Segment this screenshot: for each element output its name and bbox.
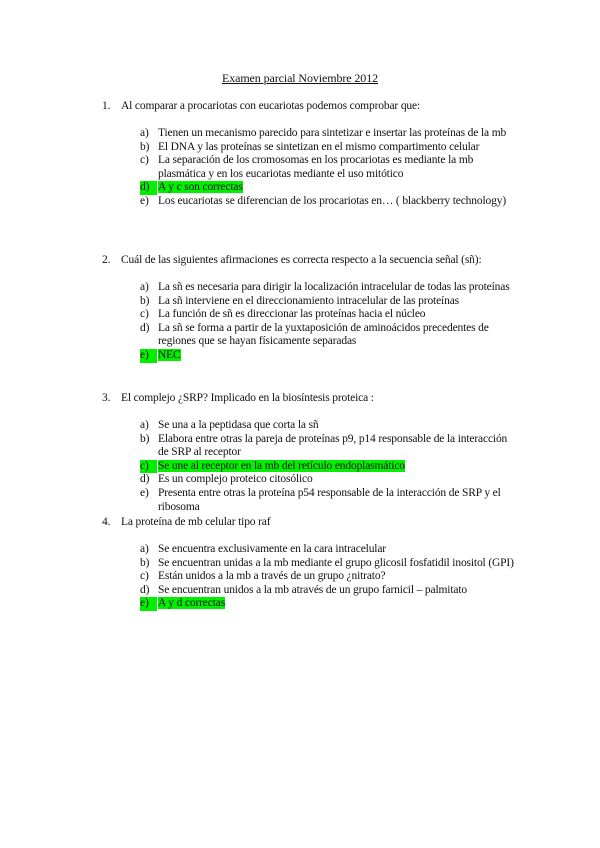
option-e-correct: [140, 597, 520, 611]
option-c-correct: [140, 460, 520, 474]
question-number: 3.: [102, 392, 111, 404]
option-text: Es un complejo proteico citosólico: [158, 473, 313, 486]
option-c: [140, 308, 520, 322]
option-text: El DNA y las proteínas se sintetizan en el mismo compartimento celular: [158, 140, 480, 153]
option-text: La sñ es necesaria para dirigir la localización intracelular de todas las proteínas: [158, 281, 510, 293]
exam-title: Examen parcial Noviembre 2012: [221, 71, 379, 85]
option-a: [140, 281, 520, 295]
option-d: [140, 584, 520, 598]
option-a: [140, 127, 520, 141]
option-text: Están unidos a la mb a través de un grupo ¿nitrato?: [158, 570, 386, 583]
option-text: Se encuentran unidos a la mb através de un grupo farnicil – palmitato: [158, 583, 467, 596]
option-text: NEC: [158, 348, 181, 361]
option-letter: a): [140, 281, 149, 293]
option-letter: c): [140, 154, 149, 167]
question-text: Al comparar a procariotas con eucariotas podemos comprobar que:: [121, 100, 421, 112]
option-b: [140, 295, 520, 309]
option-letter: d): [140, 321, 150, 334]
option-text: La separación de los cromosomas en los procariotas es mediante la mb plasmática y en los eucariotas mediante el uso mitótico: [158, 154, 474, 180]
option-text: Se una a la peptidasa que corta la sñ: [158, 419, 319, 431]
option-b: [140, 141, 520, 155]
option-letter: a): [140, 419, 149, 431]
question-text: Cuál de las siguientes afirmaciones es correcta respecto a la secuencia señal (sñ):: [121, 254, 482, 266]
question-4: [104, 515, 524, 529]
option-letter: a): [140, 543, 149, 555]
option-text: Los eucariotas se diferencian de los procariotas en… ( blackberry technology): [158, 194, 506, 207]
option-e: [140, 195, 520, 209]
question-text: La proteína de mb celular tipo raf: [121, 516, 271, 528]
option-letter: b): [140, 432, 150, 445]
option-letter: b): [140, 556, 150, 569]
option-letter: c): [140, 570, 149, 583]
question-4-options: [140, 543, 520, 611]
option-letter: e): [140, 349, 157, 363]
option-letter: e): [140, 486, 149, 499]
option-text: La sñ interviene en el direccionamiento intracelular de las proteínas: [158, 294, 459, 307]
question-1: [104, 99, 524, 113]
option-b: [140, 557, 520, 571]
option-letter: c): [140, 308, 149, 321]
option-a: [140, 543, 520, 557]
option-text: Se encuentran unidas a la mb mediante el grupo glicosil fosfatidil inositol (GPI): [158, 556, 514, 569]
option-letter: a): [140, 127, 149, 139]
option-text: Elabora entre otras la pareja de proteínas p9, p14 responsable de la interacción de SRP al receptor: [158, 432, 508, 459]
option-letter: d): [140, 473, 150, 486]
option-text: La función de sñ es direccionar las proteínas hacia el núcleo: [158, 308, 426, 321]
option-letter: d): [140, 181, 157, 195]
option-a: [140, 419, 520, 433]
question-number: 4.: [102, 516, 111, 528]
option-e-correct: [140, 349, 520, 363]
option-text: Tienen un mecanismo parecido para sintetizar e insertar las proteínas de la mb: [158, 127, 507, 139]
question-number: 1.: [102, 100, 111, 112]
question-1-options: [140, 127, 520, 209]
option-d-correct: [140, 181, 520, 195]
option-e: [140, 487, 520, 514]
option-letter: d): [140, 583, 150, 596]
question-2-options: [140, 281, 520, 363]
option-c: [140, 154, 520, 181]
option-text: Se une al receptor en la mb del retículo endoplasmático: [158, 459, 405, 472]
option-c: [140, 570, 520, 584]
option-text: A y c son correctas: [158, 181, 243, 194]
question-3-options: [140, 419, 520, 514]
option-letter: b): [140, 294, 150, 307]
option-d: [140, 473, 520, 487]
option-text: A y d correctas: [158, 597, 226, 610]
question-2: [104, 253, 524, 267]
question-3: [104, 391, 524, 405]
option-text: Presenta entre otras la proteína p54 responsable de la interacción de SRP y el ribosoma: [158, 486, 501, 513]
question-number: 2.: [102, 254, 111, 266]
option-text: La sñ se forma a partir de la yuxtaposición de aminoácidos precedentes de regiones que se hayan físicamente separadas: [158, 321, 489, 348]
question-text: El complejo ¿SRP? Implicado en la biosíntesis proteica :: [121, 392, 374, 404]
option-text: Se encuentra exclusivamente en la cara intracelular: [158, 543, 386, 555]
option-d: [140, 322, 520, 349]
option-letter: c): [140, 460, 157, 474]
option-letter: e): [140, 597, 157, 611]
option-letter: b): [140, 140, 150, 153]
option-letter: e): [140, 194, 149, 207]
option-b: [140, 433, 520, 460]
